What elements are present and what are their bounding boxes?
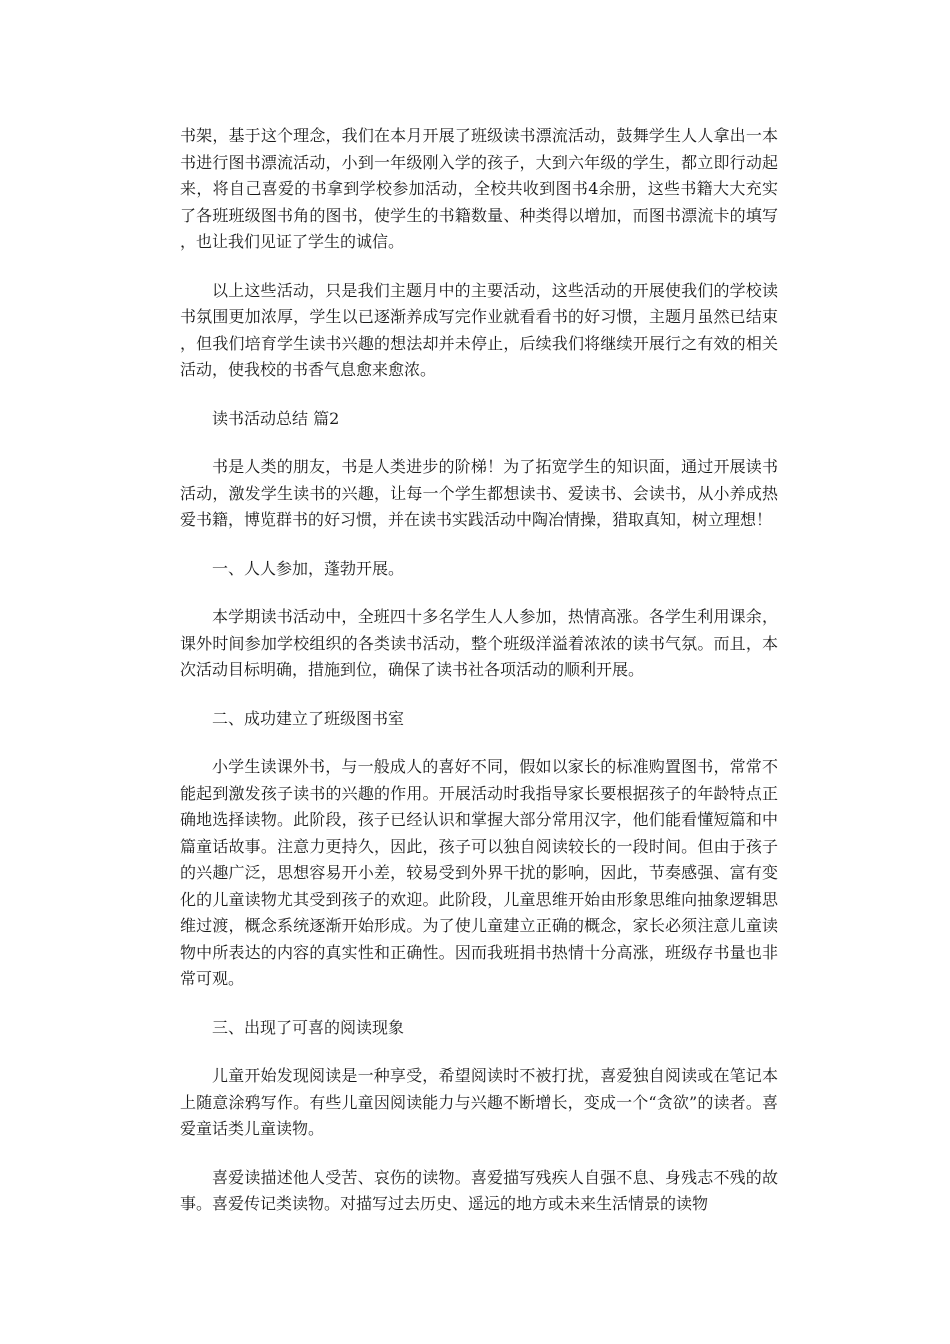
section-heading: 三、出现了可喜的阅读现象: [212, 1017, 405, 1037]
paragraph: 书是人类的朋友，书是人类进步的阶梯！为了拓宽学生的知识面，通过开展读书活动，激发学生读书的兴趣，让每一个学生都想读书、爱读书、会读书，从小养成热爱书籍，博览群书的好习惯，并在读书实践活动中陶冶情操，猎取真知，树立理想！: [180, 457, 778, 529]
section-heading: 二、成功建立了班级图书室: [212, 708, 405, 728]
paragraph-continued: 书架，基于这个理念，我们在本月开展了班级读书漂流活动，鼓舞学生人人拿出一本书进行图书漂流活动，小到一年级刚入学的孩子，大到六年级的学生，都立即行动起来，将自己喜爱的书拿到学校参加活动，全校共收到图书4余册，这些书籍大大充实了各班班级图书角的图书，使学生的书籍数量、种类得以增加，而图书漂流卡的填写，也让我们见证了学生的诚信。: [180, 126, 778, 251]
paragraph: 小学生读课外书，与一般成人的喜好不同，假如以家长的标准购置图书，常常不能起到激发孩子读书的兴趣的作用。开展活动时我指导家长要根据孩子的年龄特点正确地选择读物。此阶段，孩子已经认识和掌握大部分常用汉字，他们能看懂短篇和中篇童话故事。注意力更持久，因此，孩子可以独自阅读较长的一段时间。但由于孩子的兴趣广泛，思想容易开小差，较易受到外界干扰的影响，因此，节奏感强、富有变化的儿童读物尤其受到孩子的欢迎。此阶段，儿童思维开始由形象思维向抽象逻辑思维过渡，概念系统逐渐开始形成。为了使儿童建立正确的概念，家长必须注意儿童读物中所表达的内容的真实性和正确性。因而我班捐书热情十分高涨，班级存书量也非常可观。: [180, 757, 778, 988]
paragraph: 本学期读书活动中，全班四十多名学生人人参加，热情高涨。各学生利用课余，课外时间参加学校组织的各类读书活动，整个班级洋溢着浓浓的读书气氛。而且，本次活动目标明确，措施到位，确保了读书社各项活动的顺利开展。: [180, 607, 778, 679]
paragraph: 以上这些活动，只是我们主题月中的主要活动，这些活动的开展使我们的学校读书氛围更加浓厚，学生以已逐渐养成写完作业就看看书的好习惯，主题月虽然已结束，但我们培育学生读书兴趣的想法却并未停止，后续我们将继续开展行之有效的相关活动，使我校的书香气息愈来愈浓。: [180, 280, 778, 379]
section-title: 读书活动总结 篇2: [212, 408, 340, 428]
section-heading: 一、人人参加，蓬勃开展。: [212, 558, 405, 578]
document-body: [180, 123, 778, 1240]
paragraph: 儿童开始发现阅读是一种享受，希望阅读时不被打扰，喜爱独自阅读或在笔记本上随意涂鸦写作。有些儿童因阅读能力与兴趣不断增长，变成一个“贪欲”的读者。喜爱童话类儿童读物。: [180, 1066, 778, 1138]
paragraph: 喜爱读描述他人受苦、哀伤的读物。喜爱描写残疾人自强不息、身残志不残的故事。喜爱传记类读物。对描写过去历史、遥远的地方或未来生活情景的读物: [180, 1167, 778, 1213]
